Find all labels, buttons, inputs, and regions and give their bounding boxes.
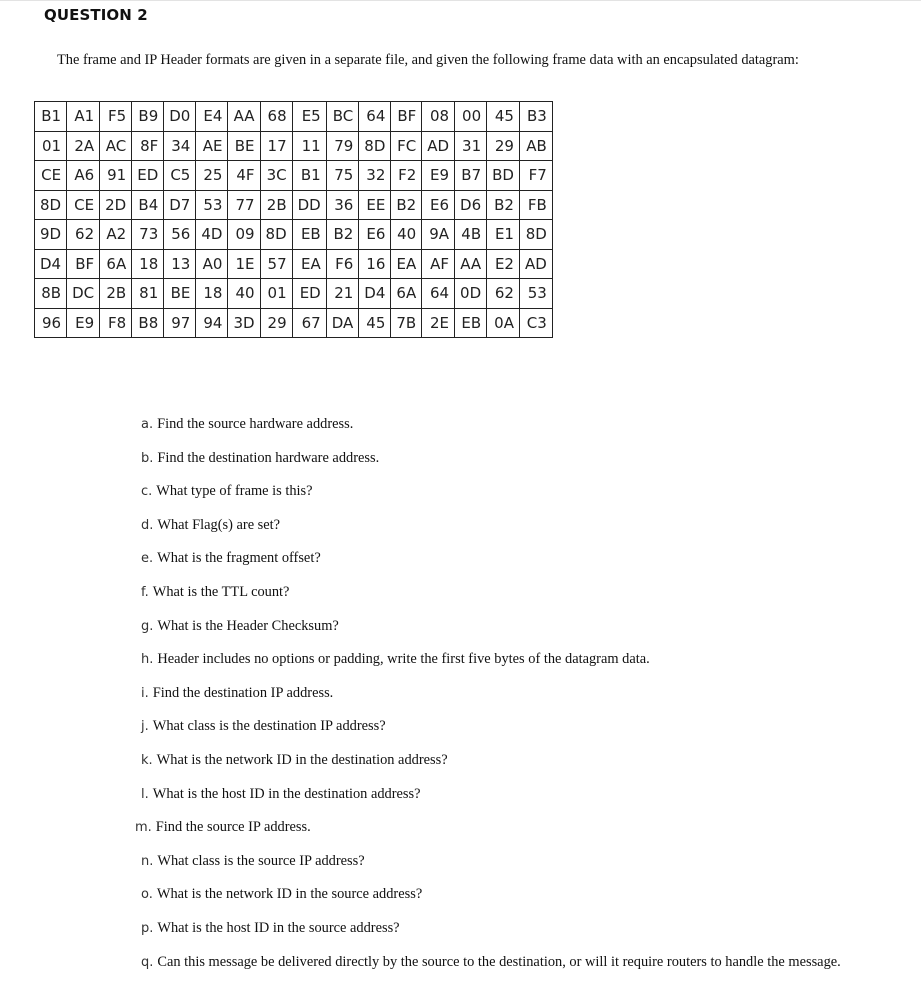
frame-byte-cell: E9 xyxy=(67,308,100,338)
frame-byte-cell: 3C xyxy=(260,161,292,191)
frame-byte-cell: EE xyxy=(359,190,391,220)
frame-byte-cell: 18 xyxy=(196,279,228,309)
question-item xyxy=(141,410,841,444)
frame-byte-cell: E6 xyxy=(359,220,391,250)
frame-byte-cell: 01 xyxy=(260,279,292,309)
frame-byte-cell: 32 xyxy=(359,161,391,191)
frame-byte-cell: 2E xyxy=(422,308,455,338)
frame-byte-cell: A6 xyxy=(67,161,100,191)
question-item xyxy=(141,847,841,881)
question-item xyxy=(141,444,841,478)
question-item xyxy=(141,645,841,679)
frame-byte-cell: 56 xyxy=(164,220,196,250)
question-label: o. xyxy=(141,887,153,903)
frame-byte-cell: 6A xyxy=(100,249,132,279)
frame-byte-cell: B2 xyxy=(326,220,359,250)
frame-byte-cell: 40 xyxy=(228,279,260,309)
question-item xyxy=(141,511,841,545)
frame-byte-cell: F2 xyxy=(391,161,422,191)
frame-byte-cell: E6 xyxy=(422,190,455,220)
frame-byte-cell: ED xyxy=(292,279,326,309)
intro-text: The frame and IP Header formats are given in a separate file, and given the following frame data with an encapsulated datagram: xyxy=(57,52,799,68)
question-item xyxy=(141,679,841,713)
frame-byte-cell: BD xyxy=(487,161,520,191)
question-text: What is the fragment offset? xyxy=(157,550,321,567)
frame-byte-cell: ED xyxy=(132,161,164,191)
frame-row xyxy=(35,279,553,309)
question-label: n. xyxy=(141,853,154,869)
frame-byte-cell: 4B xyxy=(455,220,487,250)
question-item xyxy=(141,880,841,914)
frame-byte-cell: 68 xyxy=(260,102,292,132)
frame-byte-cell: 2B xyxy=(260,190,292,220)
frame-byte-cell: 8D xyxy=(35,190,67,220)
frame-byte-cell: AD xyxy=(422,131,455,161)
frame-data-table xyxy=(34,101,553,338)
frame-byte-cell: 67 xyxy=(292,308,326,338)
frame-row xyxy=(35,131,553,161)
frame-byte-cell: 96 xyxy=(35,308,67,338)
question-text: Can this message be delivered directly by the source to the destination, or will it require routers to handle the message. xyxy=(157,953,841,970)
frame-byte-cell: E4 xyxy=(196,102,228,132)
question-label: l. xyxy=(141,786,149,802)
frame-byte-cell: CE xyxy=(67,190,100,220)
frame-byte-cell: 45 xyxy=(487,102,520,132)
frame-byte-cell: 8F xyxy=(132,131,164,161)
question-item xyxy=(141,780,841,814)
frame-byte-cell: 25 xyxy=(196,161,228,191)
question-item xyxy=(141,578,841,612)
frame-byte-cell: D7 xyxy=(164,190,196,220)
frame-byte-cell: D4 xyxy=(35,249,67,279)
frame-byte-cell: F8 xyxy=(100,308,132,338)
frame-byte-cell: AA xyxy=(455,249,487,279)
question-text: What class is the destination IP address? xyxy=(152,718,386,735)
frame-byte-cell: B2 xyxy=(391,190,422,220)
frame-row xyxy=(35,190,553,220)
frame-byte-cell: 4D xyxy=(196,220,228,250)
frame-byte-cell: 29 xyxy=(487,131,520,161)
frame-byte-cell: E5 xyxy=(292,102,326,132)
frame-byte-cell: 75 xyxy=(326,161,359,191)
frame-byte-cell: BF xyxy=(67,249,100,279)
frame-byte-cell: AF xyxy=(422,249,455,279)
frame-byte-cell: 94 xyxy=(196,308,228,338)
frame-byte-cell: 3D xyxy=(228,308,260,338)
frame-byte-cell: BE xyxy=(228,131,260,161)
frame-byte-cell: 1E xyxy=(228,249,260,279)
frame-byte-cell: 11 xyxy=(292,131,326,161)
question-text: What class is the source IP address? xyxy=(157,852,365,869)
frame-byte-cell: 53 xyxy=(196,190,228,220)
frame-byte-cell: EB xyxy=(292,220,326,250)
frame-byte-cell: B1 xyxy=(35,102,67,132)
frame-byte-cell: 91 xyxy=(100,161,132,191)
question-item xyxy=(141,612,841,646)
frame-byte-cell: FC xyxy=(391,131,422,161)
question-text: What is the TTL count? xyxy=(152,583,290,600)
question-item xyxy=(141,544,841,578)
frame-byte-cell: DA xyxy=(326,308,359,338)
question-label: j. xyxy=(141,719,149,735)
frame-byte-cell: 01 xyxy=(35,131,67,161)
frame-byte-cell: 9A xyxy=(422,220,455,250)
question-text: Find the source IP address. xyxy=(155,819,311,836)
question-label: h. xyxy=(141,652,154,668)
frame-byte-cell: 29 xyxy=(260,308,292,338)
frame-byte-cell: 8D xyxy=(519,220,552,250)
frame-byte-cell: BF xyxy=(391,102,422,132)
question-text: What type of frame is this? xyxy=(156,483,313,500)
question-label: b. xyxy=(141,450,154,466)
question-label: a. xyxy=(141,417,154,432)
question-text: What is the host ID in the source address? xyxy=(157,919,400,936)
frame-byte-cell: 18 xyxy=(132,249,164,279)
question-label: g. xyxy=(141,618,154,634)
frame-byte-cell: B7 xyxy=(455,161,487,191)
frame-row xyxy=(35,161,553,191)
question-text: What is the Header Checksum? xyxy=(157,617,339,634)
frame-byte-cell: E2 xyxy=(487,249,520,279)
frame-byte-cell: C5 xyxy=(164,161,196,191)
frame-byte-cell: D0 xyxy=(164,102,196,132)
frame-byte-cell: EA xyxy=(292,249,326,279)
frame-byte-cell: 31 xyxy=(455,131,487,161)
frame-byte-cell: 8B xyxy=(35,279,67,309)
question-text: What is the network ID in the source address? xyxy=(156,886,423,903)
question-label: k. xyxy=(141,752,153,768)
frame-byte-cell: DD xyxy=(292,190,326,220)
frame-byte-cell: 8D xyxy=(359,131,391,161)
frame-byte-cell: 13 xyxy=(164,249,196,279)
frame-byte-cell: B4 xyxy=(132,190,164,220)
frame-byte-cell: BE xyxy=(164,279,196,309)
frame-byte-cell: 16 xyxy=(359,249,391,279)
frame-byte-cell: 36 xyxy=(326,190,359,220)
frame-byte-cell: 8D xyxy=(260,220,292,250)
question-item xyxy=(141,914,841,948)
frame-byte-cell: F5 xyxy=(100,102,132,132)
frame-byte-cell: 0D xyxy=(455,279,487,309)
frame-byte-cell: 7B xyxy=(391,308,422,338)
frame-byte-cell: 53 xyxy=(519,279,552,309)
question-label: e. xyxy=(141,551,154,567)
frame-byte-cell: B3 xyxy=(519,102,552,132)
frame-byte-cell: EB xyxy=(455,308,487,338)
question-label: m. xyxy=(135,820,152,836)
frame-byte-cell: 73 xyxy=(132,220,164,250)
frame-byte-cell: 81 xyxy=(132,279,164,309)
question-item xyxy=(141,746,841,780)
question-text: What is the network ID in the destination address? xyxy=(156,751,448,768)
question-label: q. xyxy=(141,954,154,970)
frame-byte-cell: 08 xyxy=(422,102,455,132)
frame-byte-cell: F6 xyxy=(326,249,359,279)
frame-byte-cell: EA xyxy=(391,249,422,279)
frame-byte-cell: 6A xyxy=(391,279,422,309)
frame-byte-cell: 79 xyxy=(326,131,359,161)
frame-byte-cell: FB xyxy=(519,190,552,220)
frame-byte-cell: 34 xyxy=(164,131,196,161)
question-label: d. xyxy=(141,517,154,533)
question-text: What Flag(s) are set? xyxy=(157,516,281,533)
frame-row xyxy=(35,102,553,132)
frame-byte-cell: F7 xyxy=(519,161,552,191)
frame-byte-cell: 0A xyxy=(487,308,520,338)
frame-byte-cell: B2 xyxy=(487,190,520,220)
frame-byte-cell: E9 xyxy=(422,161,455,191)
question-text: Find the source hardware address. xyxy=(157,416,354,432)
frame-byte-cell: 00 xyxy=(455,102,487,132)
frame-byte-cell: C3 xyxy=(519,308,552,338)
frame-row xyxy=(35,249,553,279)
frame-byte-cell: 45 xyxy=(359,308,391,338)
frame-byte-cell: AC xyxy=(100,131,132,161)
frame-byte-cell: BC xyxy=(326,102,359,132)
frame-row xyxy=(35,308,553,338)
frame-byte-cell: DC xyxy=(67,279,100,309)
frame-byte-cell: 62 xyxy=(487,279,520,309)
frame-byte-cell: 57 xyxy=(260,249,292,279)
frame-byte-cell: 9D xyxy=(35,220,67,250)
frame-byte-cell: 77 xyxy=(228,190,260,220)
frame-byte-cell: 4F xyxy=(228,161,260,191)
frame-byte-cell: 2B xyxy=(100,279,132,309)
frame-byte-cell: B1 xyxy=(292,161,326,191)
question-text: Find the destination hardware address. xyxy=(157,449,380,466)
frame-byte-cell: 2A xyxy=(67,131,100,161)
frame-byte-cell: 21 xyxy=(326,279,359,309)
question-item xyxy=(135,813,841,847)
question-text: What is the host ID in the destination address? xyxy=(152,785,421,802)
top-divider xyxy=(0,0,921,1)
frame-byte-cell: A1 xyxy=(67,102,100,132)
frame-byte-cell: B8 xyxy=(132,308,164,338)
question-title: QUESTION 2 xyxy=(44,6,148,24)
frame-byte-cell: E1 xyxy=(487,220,520,250)
question-text: Find the destination IP address. xyxy=(152,684,334,701)
question-label: p. xyxy=(141,920,154,936)
frame-byte-cell: CE xyxy=(35,161,67,191)
frame-byte-cell: 40 xyxy=(391,220,422,250)
question-item xyxy=(141,948,841,982)
frame-byte-cell: A0 xyxy=(196,249,228,279)
frame-byte-cell: 62 xyxy=(67,220,100,250)
frame-byte-cell: AE xyxy=(196,131,228,161)
question-text: Header includes no options or padding, write the first five bytes of the datagram data. xyxy=(157,651,650,668)
question-item xyxy=(141,712,841,746)
frame-byte-cell: B9 xyxy=(132,102,164,132)
frame-byte-cell: A2 xyxy=(100,220,132,250)
frame-byte-cell: D6 xyxy=(455,190,487,220)
question-label: i. xyxy=(141,685,149,701)
frame-byte-cell: 09 xyxy=(228,220,260,250)
frame-byte-cell: D4 xyxy=(359,279,391,309)
question-list xyxy=(135,410,841,981)
frame-byte-cell: 97 xyxy=(164,308,196,338)
frame-byte-cell: 2D xyxy=(100,190,132,220)
question-label: c. xyxy=(141,484,153,500)
frame-row xyxy=(35,220,553,250)
frame-byte-cell: AD xyxy=(519,249,552,279)
question-item xyxy=(141,477,841,511)
frame-byte-cell: 64 xyxy=(359,102,391,132)
frame-byte-cell: AA xyxy=(228,102,260,132)
frame-byte-cell: 17 xyxy=(260,131,292,161)
question-label: f. xyxy=(141,584,149,600)
frame-byte-cell: 64 xyxy=(422,279,455,309)
frame-byte-cell: AB xyxy=(519,131,552,161)
